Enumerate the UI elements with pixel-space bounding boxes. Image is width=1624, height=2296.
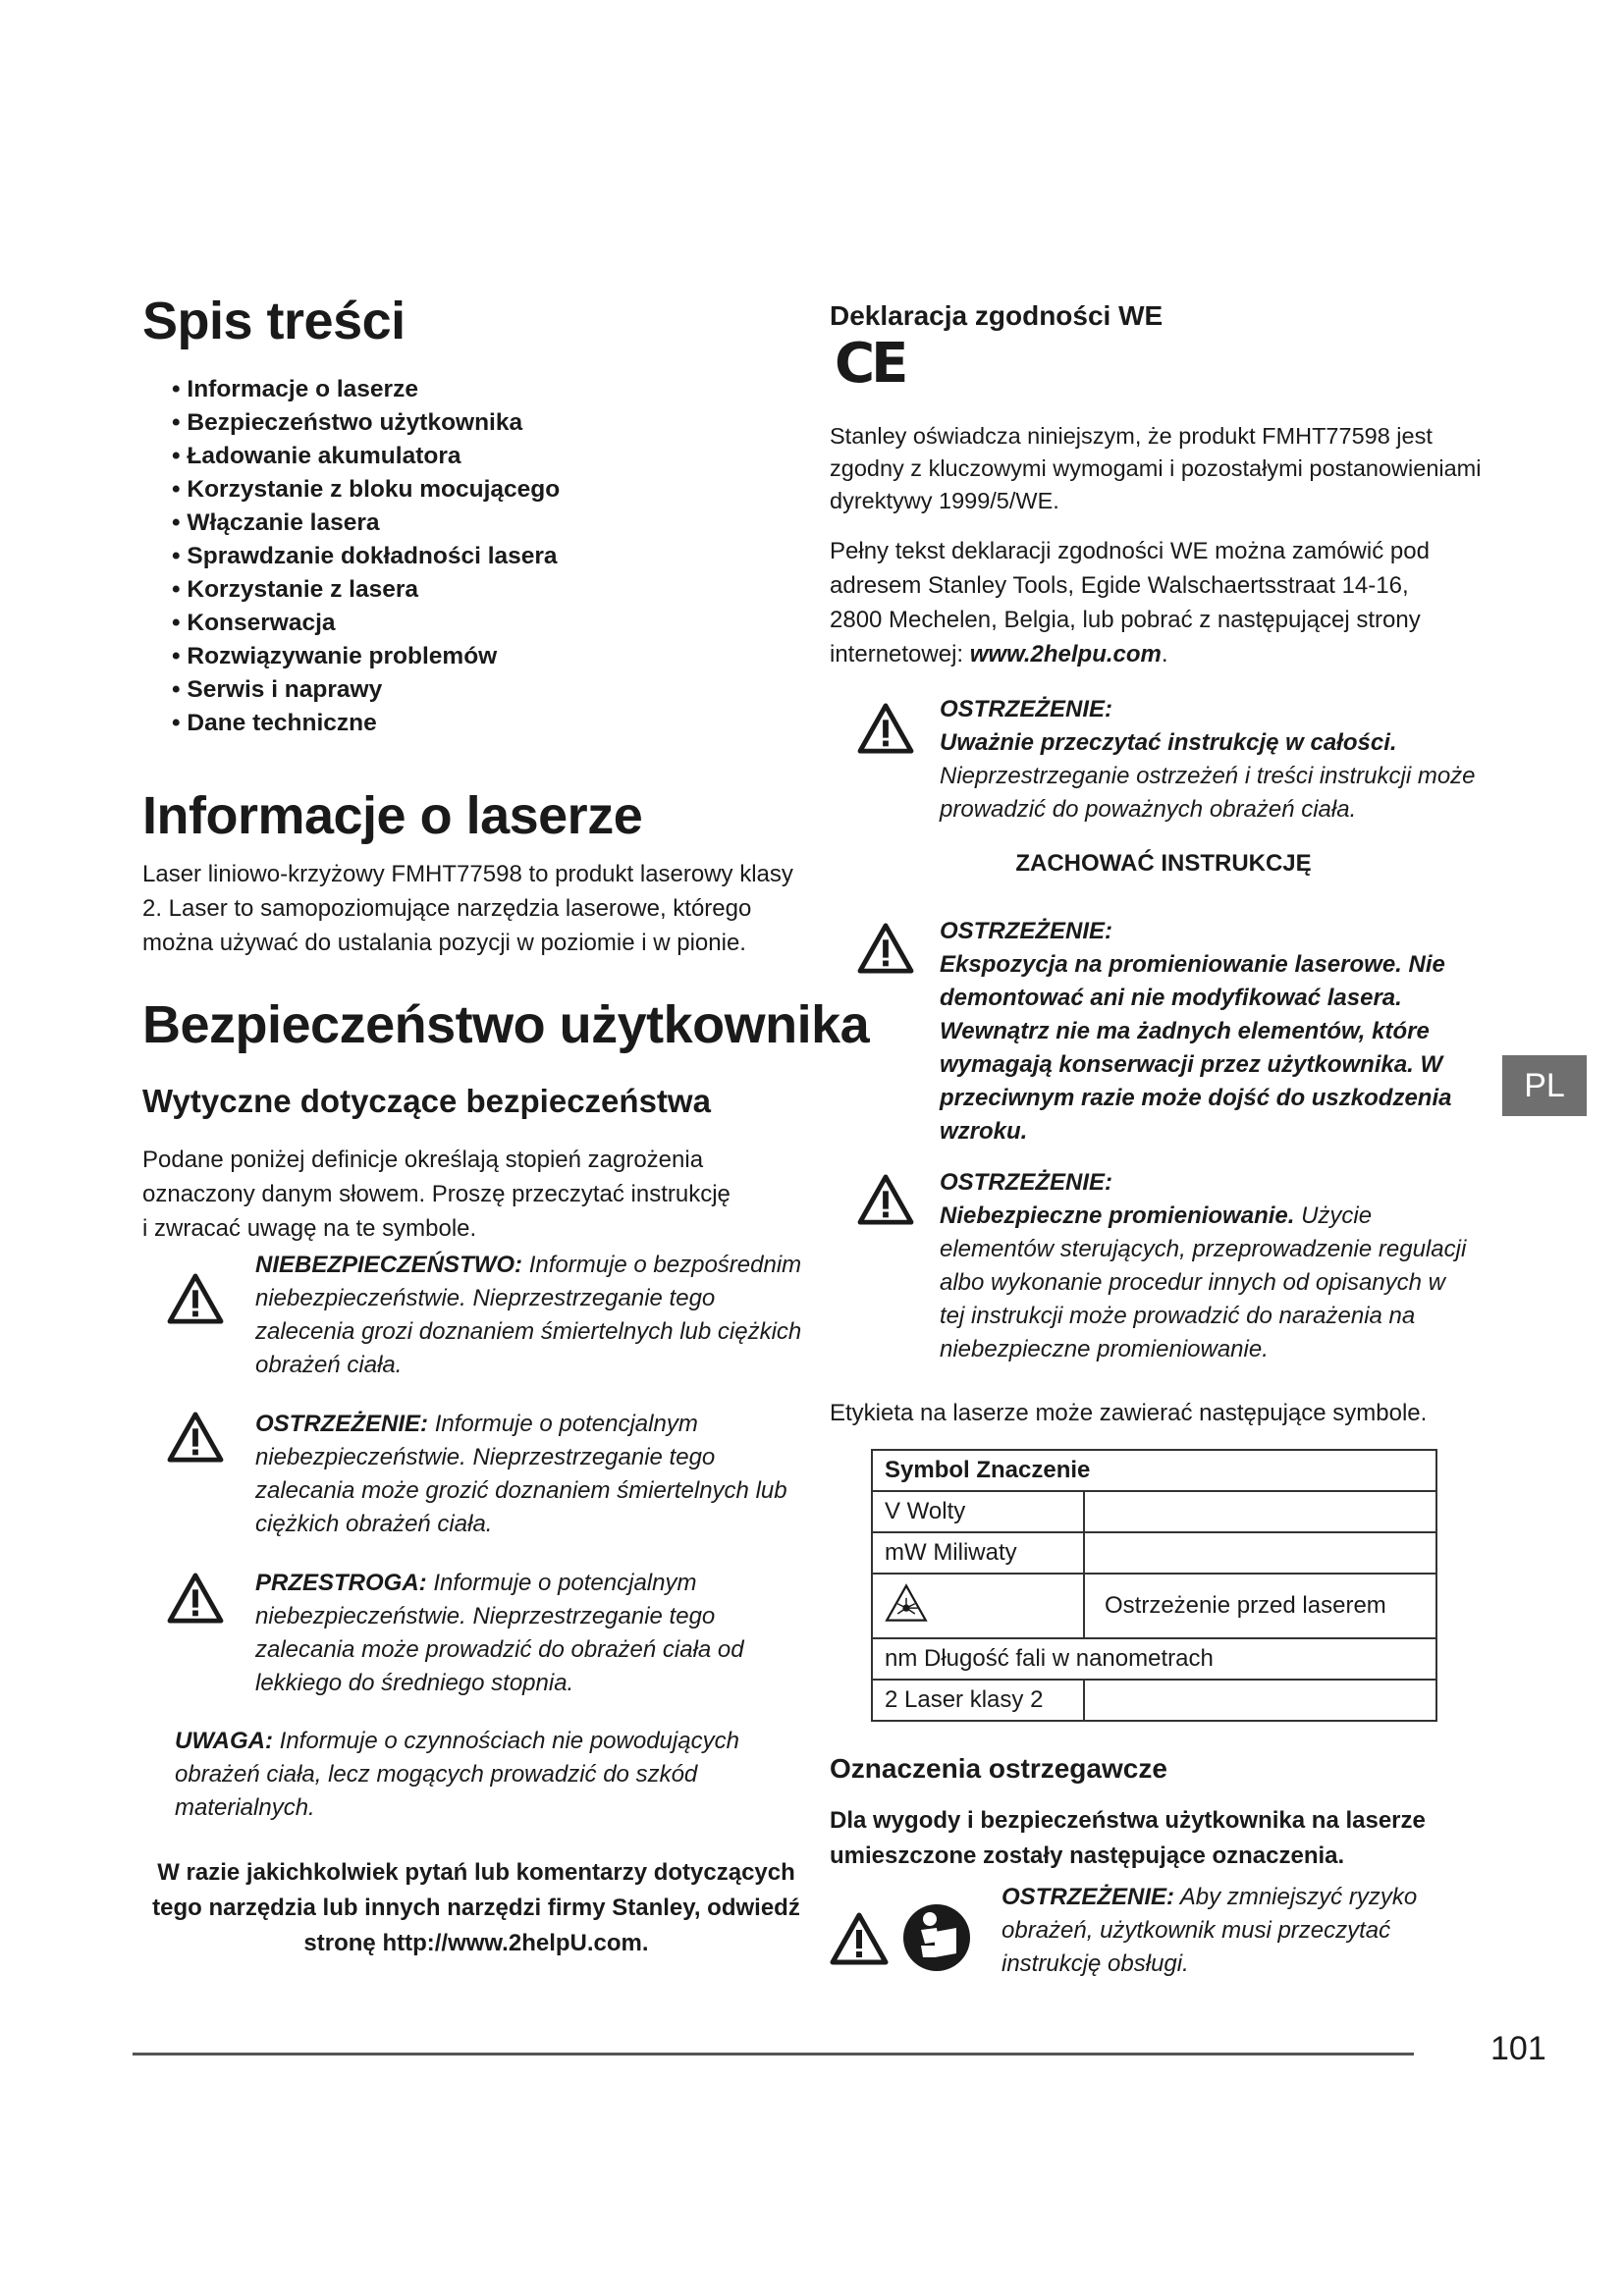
safety-subtitle: Wytyczne dotyczące bezpieczeństwa (142, 1083, 711, 1119)
toc-item: • Dane techniczne (172, 707, 560, 740)
table-cell: V Wolty (872, 1491, 1084, 1532)
note-label: UWAGA: (175, 1728, 273, 1754)
warning-triangle-icon (857, 703, 914, 754)
note-text (175, 1725, 774, 1825)
toc-item: • Konserwacja (172, 607, 560, 640)
danger-block (167, 1249, 815, 1396)
declaration-title: Deklaracja zgodności WE (830, 300, 1164, 331)
warning-triangle-icon (830, 1912, 889, 1965)
note-desc: Informuje o czynnościach nie powodujących obrażeń ciała, lecz mogących prowadzić do szkód materialnych. (175, 1728, 739, 1821)
table-header: Symbol Znaczenie (872, 1450, 1436, 1491)
table-cell (872, 1574, 1084, 1638)
table-cell: nm Długość fali w nanometrach (872, 1638, 1436, 1680)
toc-list (172, 373, 560, 740)
table-row (872, 1638, 1436, 1680)
declaration-desc: Pełny tekst deklaracji zgodności WE można zamówić pod adresem Stanley Tools, Egide Walschaertsstraat 14-16, 2800 Mechelen, Belgia, lub pobrać z następującej strony internetowej: (830, 538, 1430, 667)
laser-exposure-block (857, 915, 1525, 1160)
markings-desc: Aby zmniejszyć ryzyko obrażeń, użytkownik musi przeczytać instrukcję obsługi. (1001, 1884, 1418, 1977)
warning-triangle-icon (167, 1273, 224, 1324)
toc-item: • Rozwiązywanie problemów (172, 640, 560, 673)
w1-desc: Nieprzestrzeganie ostrzeżeń i treści instrukcji może prowadzić do poważnych obrażeń ciała. (940, 763, 1476, 823)
toc-item: • Informacje o laserze (172, 373, 560, 406)
symbol-table (871, 1449, 1437, 1722)
toc-title: Spis treści (142, 292, 406, 350)
table-row (872, 1532, 1436, 1574)
toc-item: • Korzystanie z bloku mocującego (172, 473, 560, 507)
toc-item: • Sprawdzanie dokładności lasera (172, 540, 560, 573)
declaration-suffix: . (1161, 641, 1168, 667)
w3-bold: Niebezpieczne promieniowanie. (940, 1202, 1295, 1229)
warning-triangle-icon (167, 1412, 224, 1463)
warning-read-block (857, 693, 1525, 830)
caution-text (255, 1567, 805, 1700)
warning-triangle-icon (167, 1573, 224, 1624)
w3-label: OSTRZEŻENIE: (940, 1169, 1113, 1196)
declaration-text-2 (830, 534, 1438, 671)
toc-item: • Bezpieczeństwo użytkownika (172, 406, 560, 440)
table-cell (1084, 1680, 1436, 1721)
markings-label: OSTRZEŻENIE: (1001, 1884, 1175, 1910)
keep-instructions: ZACHOWAĆ INSTRUKCJĘ (1015, 850, 1312, 877)
table-cell (1084, 1532, 1436, 1574)
w2-label: OSTRZEŻENIE: (940, 918, 1113, 944)
table-cell: 2 Laser klasy 2 (872, 1680, 1084, 1721)
label-intro: Etykieta na laserze może zawierać następujące symbole. (830, 1400, 1428, 1426)
info-text: Laser liniowo-krzyżowy FMHT77598 to produkt laserowy klasy 2. Laser to samopoziomujące narzędzia laserowe, którego można używać do ustalania pozycji w poziomie i w pionie. (142, 861, 793, 956)
warning-text (255, 1408, 805, 1541)
radiation-text (940, 1166, 1470, 1366)
caution-desc: Informuje o potencjalnym niebezpieczeństwie. Nieprzestrzeganie tego zalecania może prowadzić do obrażeń ciała od lekkiego do średniego stopnia. (255, 1570, 744, 1696)
footer-rule (133, 2053, 1414, 2056)
toc-item: • Serwis i naprawy (172, 673, 560, 707)
danger-desc: Informuje o bezpośrednim niebezpieczeństwie. Nieprzestrzeganie tego zalecenia grozi doznaniem śmiertelnych lub ciężkich obrażeń ciała. (255, 1252, 802, 1378)
language-tab: PL (1502, 1055, 1587, 1116)
table-cell (1084, 1491, 1436, 1532)
danger-text (255, 1249, 805, 1382)
read-manual-icon (901, 1902, 972, 1973)
contact-text: W razie jakichkolwiek pytań lub komentarzy dotyczących tego narzędzia lub innych narzędzi firmy Stanley, odwiedź stronę http://www.2helpU.com. (152, 1859, 800, 1956)
markings-title: Oznaczenia ostrzegawcze (830, 1753, 1167, 1784)
warning-block (167, 1408, 815, 1545)
toc-item: • Włączanie lasera (172, 507, 560, 540)
toc-item: • Korzystanie z lasera (172, 573, 560, 607)
declaration-text: Stanley oświadcza niniejszym, że produkt FMHT77598 jest zgodny z kluczowymi wymogami i pozostałymi postanowieniami dyrektywy 1999/5/WE. (830, 423, 1482, 513)
caution-block (167, 1567, 815, 1704)
radiation-block (857, 1166, 1525, 1372)
page-number: 101 (1490, 2030, 1546, 2067)
markings-intro: Dla wygody i bezpieczeństwa użytkownika na laserze umieszczone zostały następujące oznaczenia. (830, 1807, 1426, 1869)
caution-label: PRZESTROGA: (255, 1570, 427, 1596)
ce-mark: CE (835, 332, 905, 396)
warning-triangle-icon (857, 1174, 914, 1225)
info-title: Informacje o laserze (142, 786, 643, 845)
w3-desc: Użycie elementów sterujących, przeprowadzenie regulacji albo wykonanie procedur innych od opisanych w tej instrukcji może prowadzić do narażenia na niebezpieczne promieniowanie. (940, 1202, 1467, 1362)
warning-triangle-icon (857, 923, 914, 974)
table-row (872, 1491, 1436, 1532)
table-cell: mW Miliwaty (872, 1532, 1084, 1574)
laser-exposure-text (940, 915, 1499, 1148)
toc-item: • Ładowanie akumulatora (172, 440, 560, 473)
w1-label: OSTRZEŻENIE: (940, 696, 1113, 722)
safety-title: Bezpieczeństwo użytkownika (142, 995, 870, 1054)
table-cell: Ostrzeżenie przed laserem (1084, 1574, 1436, 1638)
w3-body (940, 1200, 1470, 1366)
warning-desc: Informuje o potencjalnym niebezpieczeństwie. Nieprzestrzeganie tego zalecania może grozić doznaniem śmiertelnych lub ciężkich obrażeń ciała. (255, 1411, 787, 1537)
table-row (872, 1450, 1436, 1491)
safety-intro: Podane poniżej definicje określają stopień zagrożenia oznaczony danym słowem. Proszę przeczytać instrukcję i zwracać uwagę na te symbole. (142, 1147, 731, 1242)
markings-text (1001, 1881, 1492, 1981)
declaration-url: www.2helpu.com (969, 641, 1162, 667)
w2-bold: Ekspozycja na promieniowanie laserowe. Nie demontować ani nie modyfikować lasera. Wewnątrz nie ma żadnych elementów, które wymagają konserwacji przez użytkownika. W przeciwnym razie może dojść do uszkodzenia wzroku. (940, 951, 1452, 1145)
table-row (872, 1680, 1436, 1721)
laser-warning-icon (885, 1583, 928, 1623)
danger-label: NIEBEZPIECZEŃSTWO: (255, 1252, 523, 1278)
w1-bold: Uważnie przeczytać instrukcję w całości. (940, 729, 1397, 756)
table-row (872, 1574, 1436, 1638)
warning-read-text (940, 693, 1489, 827)
warning-label: OSTRZEŻENIE: (255, 1411, 429, 1437)
